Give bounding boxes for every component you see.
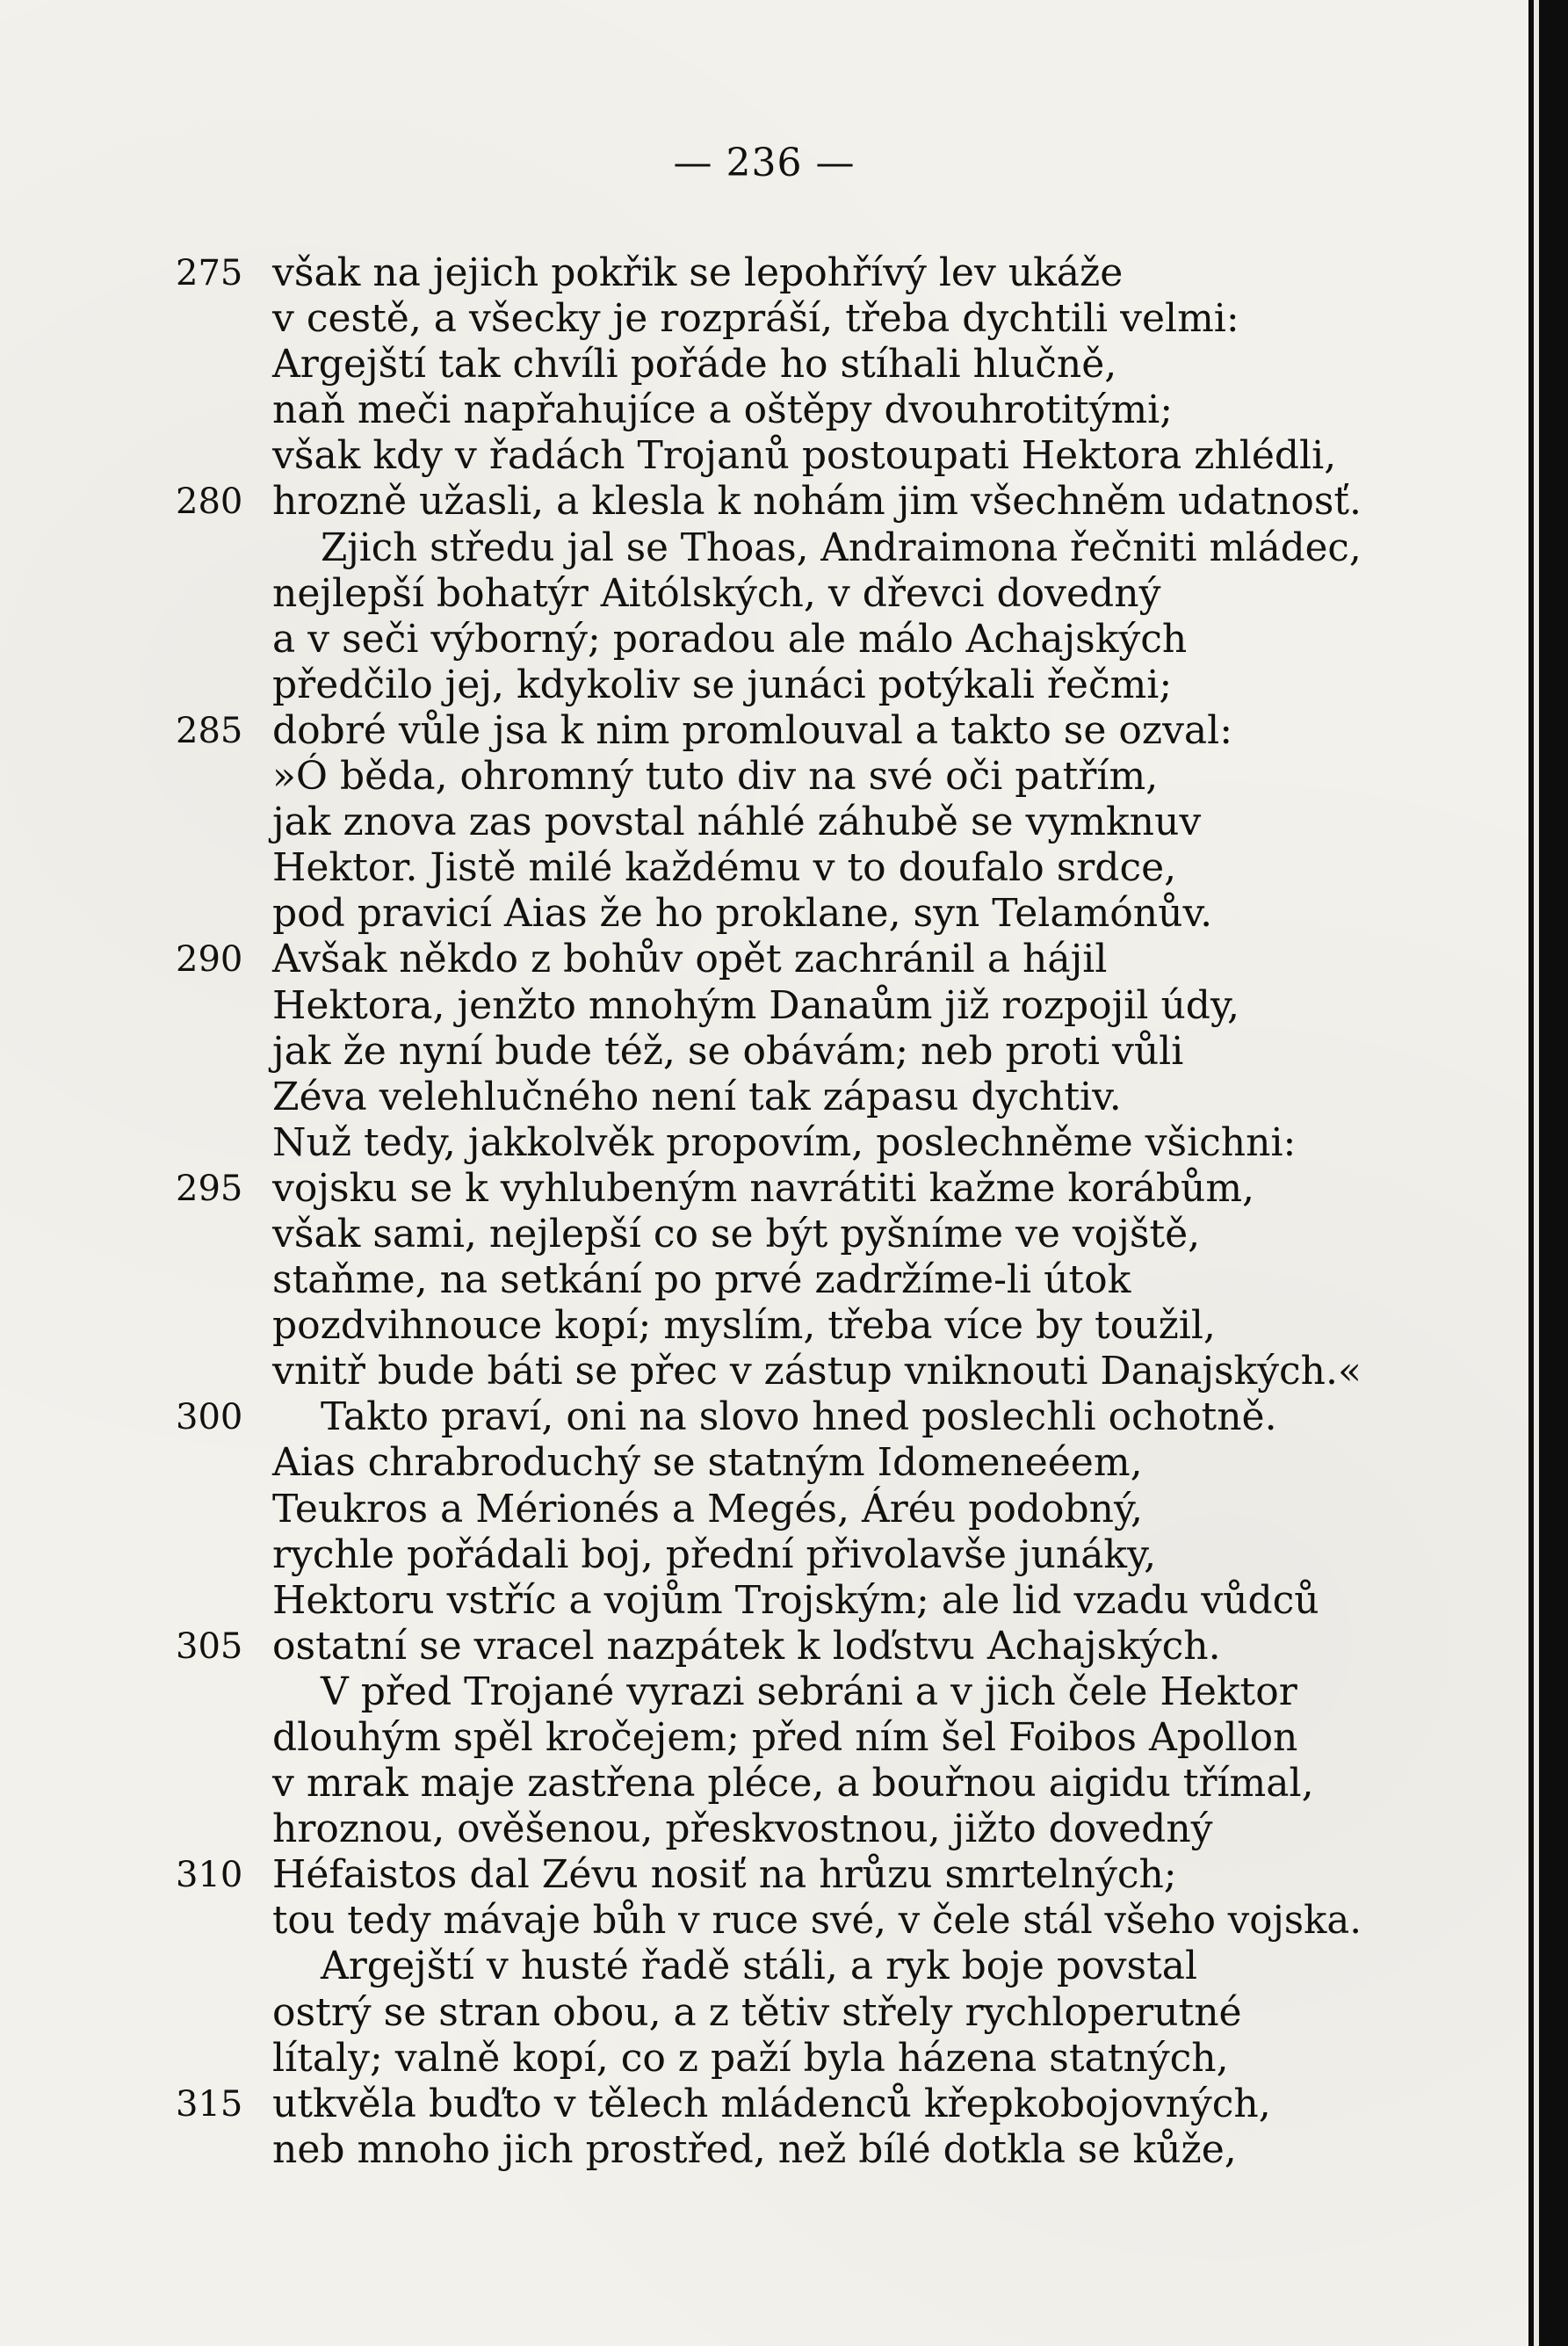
verse-line <box>0 342 1528 387</box>
verse-line <box>0 250 1528 296</box>
verse-line <box>0 800 1528 845</box>
verse-line <box>0 1440 1528 1486</box>
line-number: 275 <box>176 253 243 293</box>
verse-text: hroznou, ověšenou, přeskvostnou, jižto dovedný <box>272 1807 1213 1852</box>
line-number: 310 <box>176 1855 243 1896</box>
line-number: 315 <box>176 2083 243 2125</box>
verse-text: Hektora, jenžto mnohým Danaům již rozpojil údy, <box>272 982 1239 1028</box>
line-number: 290 <box>176 939 243 981</box>
verse-text: naň meči napřahujíce a oštěpy dvouhrotitými; <box>272 387 1174 433</box>
page-edge-line <box>1534 0 1539 2346</box>
verse-line <box>0 1624 1528 1669</box>
verse-text: a v seči výborný; poradou ale málo Achajských <box>272 616 1188 662</box>
verse-text: staňme, na setkání po prvé zadržíme-li útok <box>272 1257 1131 1303</box>
verse-line <box>0 2127 1528 2173</box>
page-edge-shadow <box>1528 0 1568 2346</box>
verse-line <box>0 1990 1528 2036</box>
verse-text: Takto praví, oni na slovo hned poslechli ochotně. <box>321 1394 1277 1440</box>
verse-text: tou tedy mávaje bůh v ruce své, v čele stál všeho vojska. <box>272 1898 1362 1944</box>
verse-line <box>0 2082 1528 2127</box>
verse-line <box>0 1166 1528 1212</box>
line-number: 280 <box>176 482 243 523</box>
verse-line <box>0 1257 1528 1303</box>
verse-line <box>0 1807 1528 1852</box>
verse-text: předčilo jej, kdykoliv se junáci potýkali řečmi; <box>272 662 1173 707</box>
verse-text: V před Trojané vyrazi sebráni a v jich čele Hektor <box>321 1669 1297 1714</box>
verse-line <box>0 845 1528 891</box>
verse-line <box>0 1761 1528 1807</box>
verse-line <box>0 663 1528 708</box>
verse-text: dlouhým spěl kročejem; před ním šel Foibos Apollon <box>272 1715 1298 1760</box>
verse-line <box>0 708 1528 754</box>
verse-text: jak že nyní bude též, se obávám; neb proti vůli <box>272 1028 1184 1074</box>
line-number: 305 <box>176 1626 243 1667</box>
verse-line <box>0 571 1528 617</box>
page-number: — 236 — <box>673 141 856 185</box>
verse-text: Héfaistos dal Zévu nosiť na hrůzu smrtelných; <box>272 1852 1177 1898</box>
verse-line <box>0 1349 1528 1394</box>
verse-text: Hektoru vstříc a vojům Trojským; ale lid vzadu vůdců <box>272 1577 1319 1623</box>
line-number: 285 <box>176 710 243 751</box>
verse-text: však sami, nejlepší co se být pyšníme ve vojště, <box>272 1211 1201 1256</box>
verse-text: dobré vůle jsa k nim promlouval a takto se ozval: <box>272 707 1233 753</box>
verse-text: v mrak maje zastřena pléce, a bouřnou aigidu třímal, <box>272 1761 1314 1807</box>
verse-block <box>0 250 1528 2173</box>
verse-line <box>0 1394 1528 1440</box>
line-number: 295 <box>176 1168 243 1209</box>
verse-text: hrozně užasli, a klesla k nohám jim všechněm udatnosť. <box>272 479 1362 525</box>
verse-text: pod pravicí Aias že ho proklane, syn Telamónův. <box>272 891 1213 937</box>
verse-line <box>0 2036 1528 2082</box>
verse-line <box>0 433 1528 479</box>
verse-text: v cestě, a všecky je rozpráší, třeba dychtili velmi: <box>272 296 1239 342</box>
verse-line <box>0 891 1528 937</box>
verse-text: Aias chrabroduchý se statným Idomeneéem, <box>272 1440 1143 1486</box>
verse-text: vojsku se k vyhlubeným navrátiti kažme korábům, <box>272 1165 1255 1211</box>
verse-text: Avšak někdo z bohův opět zachránil a hájil <box>272 937 1108 982</box>
verse-text: Hektor. Jistě milé každému v to doufalo srdce, <box>272 845 1177 891</box>
verse-text: neb mnoho jich prostřed, než bílé dotkla se kůže, <box>272 2126 1237 2172</box>
verse-text: rychle pořádali boj, přední přivolavše junáky, <box>272 1531 1157 1577</box>
verse-text: Zjich středu jal se Thoas, Andraimona řečniti mládec, <box>321 525 1362 570</box>
verse-text: jak znova zas povstal náhlé záhubě se vymknuv <box>272 800 1202 845</box>
verse-text: ostrý se stran obou, a z tětiv střely rychloperutné <box>272 1989 1242 2035</box>
verse-text: však kdy v řadách Trojanů postoupati Hektora zhlédli, <box>272 433 1337 479</box>
verse-line <box>0 937 1528 982</box>
verse-text: však na jejich pokřik se lepohřívý lev ukáže <box>272 250 1124 295</box>
verse-line <box>0 983 1528 1029</box>
verse-text: Argejští v husté řadě stáli, a ryk boje povstal <box>321 1944 1198 1989</box>
verse-text: Argejští tak chvíli pořáde ho stíhali hlučně, <box>272 342 1117 387</box>
verse-line <box>0 754 1528 800</box>
verse-line <box>0 1487 1528 1532</box>
verse-line <box>0 1120 1528 1166</box>
verse-line <box>0 1669 1528 1715</box>
verse-line <box>0 1578 1528 1624</box>
verse-text: Zéva velehlučného není tak zápasu dychtiv. <box>272 1074 1122 1119</box>
verse-line <box>0 1212 1528 1257</box>
verse-text: »Ó běda, ohromný tuto div na své oči patřím, <box>272 754 1159 800</box>
verse-line <box>0 525 1528 571</box>
verse-line <box>0 617 1528 663</box>
verse-text: utkvěla buďto v tělech mládenců křepkobojovných, <box>272 2081 1271 2126</box>
line-number: 300 <box>176 1397 243 1438</box>
verse-line <box>0 387 1528 433</box>
verse-text: lítaly; valně kopí, co z paží byla házena statných, <box>272 2035 1229 2081</box>
verse-text: pozdvihnouce kopí; myslím, třeba více by toužil, <box>272 1303 1216 1349</box>
verse-line <box>0 1029 1528 1075</box>
verse-text: nejlepší bohatýr Aitólských, v dřevci dovedný <box>272 570 1161 616</box>
verse-text: vnitř bude báti se přec v zástup vniknouti Danajských.« <box>272 1349 1362 1394</box>
verse-line <box>0 1532 1528 1578</box>
verse-line <box>0 1715 1528 1761</box>
verse-line <box>0 1303 1528 1349</box>
verse-line <box>0 1898 1528 1944</box>
verse-text: Nuž tedy, jakkolvěk propovím, poslechněme všichni: <box>272 1119 1297 1165</box>
verse-line <box>0 1944 1528 1989</box>
verse-text: Teukros a Mérionés a Megés, Áréu podobný, <box>272 1486 1143 1531</box>
verse-text: ostatní se vracel nazpátek k loďstvu Achajských. <box>272 1623 1221 1669</box>
verse-line <box>0 1852 1528 1898</box>
verse-line <box>0 479 1528 525</box>
verse-line <box>0 1075 1528 1120</box>
verse-line <box>0 296 1528 342</box>
